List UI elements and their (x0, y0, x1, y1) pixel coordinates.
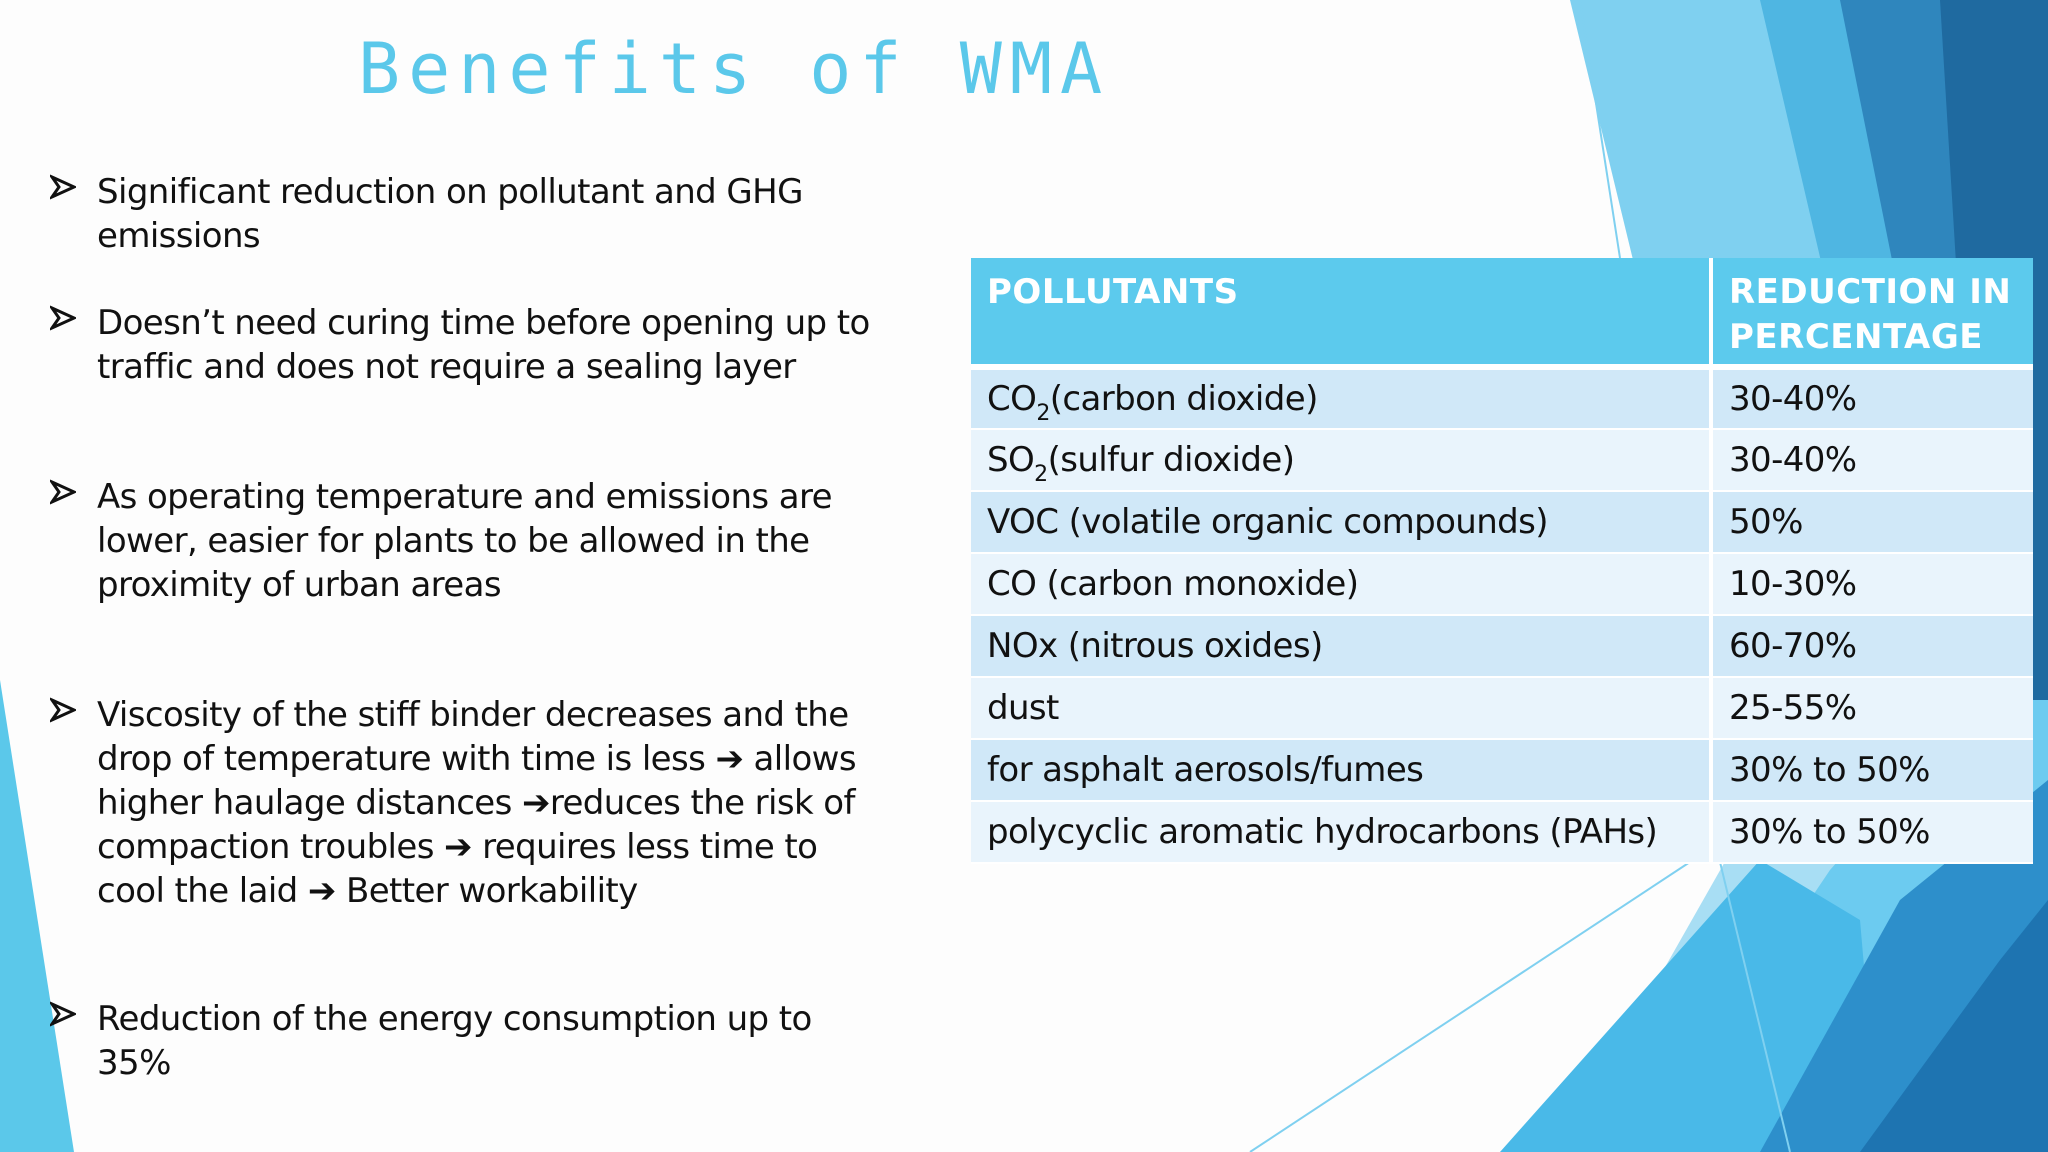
bullet-text-2: Doesn’t need curing time before opening up to traffic and does not require a sealing layer (97, 303, 870, 387)
arrowhead-bullet-icon (50, 475, 97, 607)
arrowhead-bullet-icon (50, 170, 97, 258)
reduction-cell: 30-40% (1711, 429, 2033, 491)
right-arrow-icon: ➔ (715, 739, 744, 779)
reduction-cell: 25-55% (1711, 677, 2033, 739)
arrowhead-bullet-icon (50, 301, 97, 389)
bullet-item-3 (50, 475, 890, 607)
pollutant-subscript: 2 (1034, 462, 1048, 487)
pollutant-name: SO (987, 440, 1035, 480)
table-row (971, 739, 2033, 801)
pollutant-cell: NOx (nitrous oxides) (971, 615, 1711, 677)
bullet-item-1 (50, 170, 890, 258)
right-arrow-icon: ➔ (444, 827, 472, 867)
reduction-cell: 30-40% (1711, 367, 2033, 429)
bullet-4-part-1: Viscosity of the stiff binder decreases and the drop of temperature with time is less (97, 695, 849, 779)
pollutant-name: CO (987, 379, 1037, 419)
pollutant-subscript: 2 (1036, 401, 1050, 426)
table-row (971, 801, 2033, 863)
table-row (971, 367, 2033, 429)
table-header-row (971, 258, 2033, 367)
bullet-4-part-4: requires less time to cool the laid (97, 827, 818, 911)
table-row (971, 553, 2033, 615)
pollutant-cell (971, 429, 1711, 491)
reduction-cell: 30% to 50% (1711, 801, 2033, 863)
bullet-text-4 (97, 693, 890, 913)
header-reduction: REDUCTION IN PERCENTAGE (1711, 258, 2033, 367)
bullet-item-4 (50, 693, 890, 913)
pollutant-cell: polycyclic aromatic hydrocarbons (PAHs) (971, 801, 1711, 863)
reduction-cell: 10-30% (1711, 553, 2033, 615)
bullet-4-part-2: allows higher haulage distances (97, 739, 856, 823)
bullet-item-5 (50, 997, 890, 1085)
pollutants-table (971, 258, 2033, 864)
table-row (971, 491, 2033, 553)
bullet-item-2 (50, 301, 890, 389)
table-row (971, 429, 2033, 491)
table-row (971, 677, 2033, 739)
bullet-4-part-3: reduces the risk of compaction troubles (97, 783, 855, 867)
pollutant-cell: CO (carbon monoxide) (971, 553, 1711, 615)
header-pollutants: POLLUTANTS (971, 258, 1711, 367)
pollutants-table-container (971, 258, 2033, 864)
pollutant-name-rest: (carbon dioxide) (1049, 379, 1318, 419)
bullet-text-3: As operating temperature and emissions are lower, easier for plants to be allowed in the proximity of urban areas (97, 477, 832, 605)
reduction-cell: 30% to 50% (1711, 739, 2033, 801)
pollutant-cell: VOC (volatile organic compounds) (971, 491, 1711, 553)
pollutant-name-rest: (sulfur dioxide) (1047, 440, 1295, 480)
bullet-text-5: Reduction of the energy consumption up to 35% (97, 999, 812, 1083)
reduction-cell: 60-70% (1711, 615, 2033, 677)
bullet-4-part-5: Better workability (335, 871, 638, 911)
pollutant-cell (971, 367, 1711, 429)
right-arrow-icon: ➔ (307, 871, 336, 911)
pollutant-cell: dust (971, 677, 1711, 739)
pollutant-cell: for asphalt aerosols/fumes (971, 739, 1711, 801)
bullet-text-1: Significant reduction on pollutant and GHG emissions (97, 172, 803, 256)
reduction-cell: 50% (1711, 491, 2033, 553)
table-row (971, 615, 2033, 677)
right-arrow-icon: ➔ (521, 783, 550, 823)
slide-title: Benefits of WMA (358, 28, 1111, 110)
arrowhead-bullet-icon (50, 997, 97, 1085)
arrowhead-bullet-icon (50, 693, 97, 913)
